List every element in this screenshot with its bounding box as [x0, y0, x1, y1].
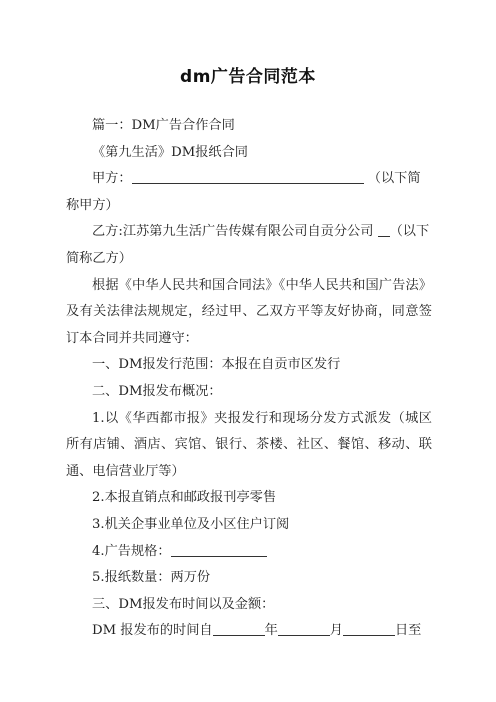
day-label: 日至: [394, 623, 422, 639]
ad-spec-blank: [171, 542, 267, 557]
party-a-label: 甲方：: [92, 171, 132, 187]
paragraph-section-heading: 篇一：DM广告合作合同: [92, 118, 235, 133]
paragraph-item-3: 3.机关企事业单位及小区住户订阅: [92, 516, 290, 532]
year-label: 年: [264, 623, 278, 639]
paragraph-item-5: 5.报纸数量：两万份: [92, 570, 211, 586]
paragraph-item-1: 1.以《华西都市报》夹报发行和现场分发方式派发（城区所有店铺、酒店、宾馆、银行、茶楼、社区、餐馆、移动、联通、电信营业厅等）: [66, 410, 432, 479]
document-body: [66, 113, 432, 645]
paragraph-legal-basis: 根据《中华人民共和国合同法》《中华人民共和国广告法》及有关法律法规规定，经过甲、乙双方平等友好协商，同意签订本合同并共同遵守：: [66, 277, 432, 346]
day-blank: [343, 621, 395, 636]
ad-spec-label: 4.广告规格：: [92, 543, 171, 559]
party-b-label: 乙方:江苏第九生活广告传媒有限公司自贡分公司: [92, 224, 378, 240]
paragraph-publish-date: [66, 618, 432, 645]
party-b-note: （以下简称乙方）: [66, 224, 430, 266]
document-title: dm广告合同范本: [180, 67, 316, 87]
paragraph-schedule-heading: 三、DM报发布时间以及金额：: [92, 596, 275, 612]
paragraph-distribution-scope: 一、DM报发行范围：本报在自贡市区发行: [92, 357, 341, 373]
paragraph-contract-name: 《第九生活》DM报纸合同: [92, 144, 248, 160]
paragraph-overview-heading: 二、DM报发布概况：: [92, 383, 222, 399]
party-b-blank: [378, 222, 390, 237]
paragraph-party-a: [66, 166, 432, 219]
month-blank: [278, 621, 330, 636]
month-label: 月: [329, 623, 343, 639]
party-a-blank: [132, 169, 364, 184]
paragraph-item-4: [66, 539, 432, 566]
paragraph-item-2: 2.本报直销点和邮政报刊亭零售: [92, 490, 277, 506]
year-blank: [213, 621, 265, 636]
date-prefix: DM 报发布的时间自: [92, 623, 213, 639]
party-a-note: （以下简称甲方）: [66, 171, 421, 213]
paragraph-party-b: [66, 219, 432, 272]
